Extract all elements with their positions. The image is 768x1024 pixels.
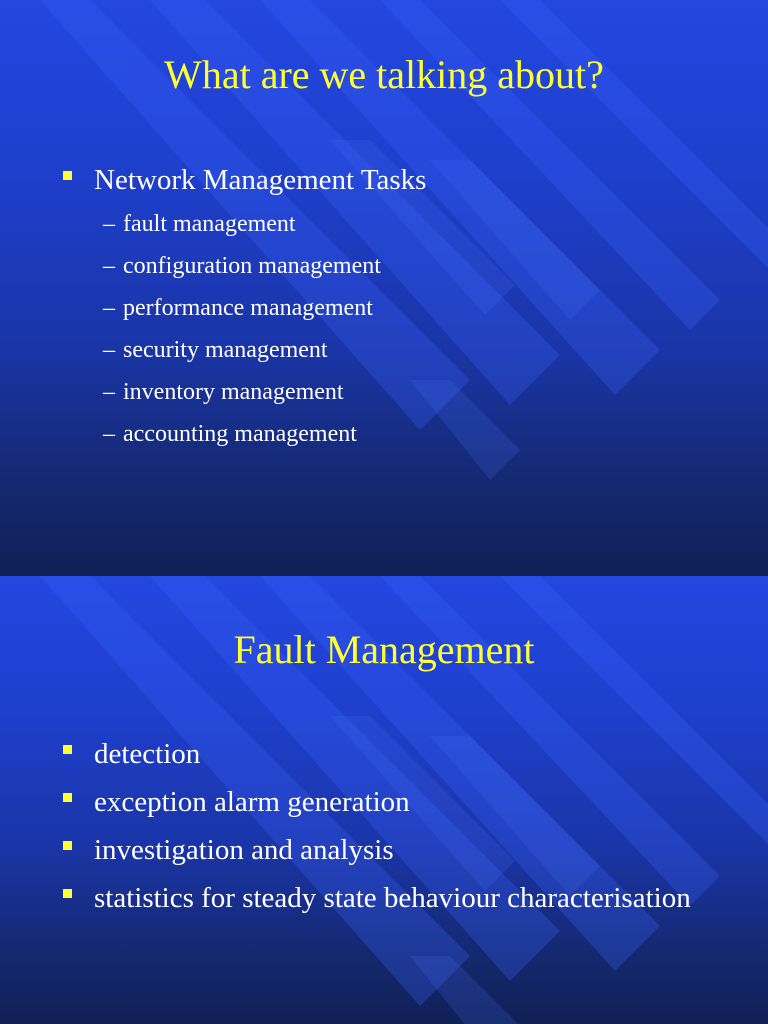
sub-item: – configuration management (103, 253, 381, 279)
dash-icon: – (103, 421, 115, 447)
bullet-text: statistics for steady state behaviour characterisation (94, 882, 691, 914)
slide-2 (0, 576, 768, 1024)
dash-icon: – (103, 295, 115, 321)
bullet-marker (63, 889, 72, 898)
bullet-text: detection (94, 738, 201, 770)
sub-item: – accounting management (103, 421, 357, 447)
sub-item: – inventory management (103, 379, 344, 405)
dash-icon: – (103, 337, 115, 363)
sub-item: – fault management (103, 211, 296, 237)
bullet-text: investigation and analysis (94, 834, 394, 866)
dash-icon: – (103, 253, 115, 279)
dash-icon: – (103, 379, 115, 405)
bullet-marker (63, 841, 72, 850)
slide-title: Fault Management (233, 627, 535, 672)
bullet-marker (63, 745, 72, 754)
bullet-text: exception alarm generation (94, 786, 410, 818)
dash-icon: – (103, 211, 115, 237)
bullet-marker (63, 171, 72, 180)
sub-item: – security management (103, 337, 328, 363)
bullet-text: Network Management Tasks (94, 164, 427, 196)
slide-title: What are we talking about? (164, 52, 604, 97)
bullet-marker (63, 793, 72, 802)
sub-item: – performance management (103, 295, 373, 321)
